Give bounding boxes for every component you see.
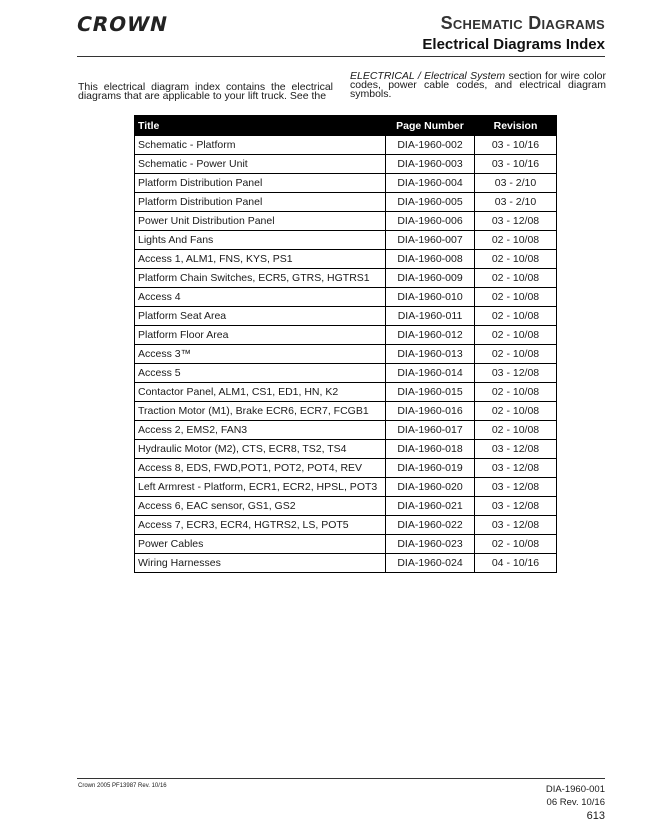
- cell-page-number: DIA-1960-014: [386, 364, 475, 383]
- cell-revision: 03 - 12/08: [475, 459, 557, 478]
- cell-page-number: DIA-1960-023: [386, 535, 475, 554]
- cell-revision: 02 - 10/08: [475, 288, 557, 307]
- cell-title: Access 4: [135, 288, 386, 307]
- cell-page-number: DIA-1960-004: [386, 174, 475, 193]
- cell-title: Power Cables: [135, 535, 386, 554]
- cell-title: Access 2, EMS2, FAN3: [135, 421, 386, 440]
- table-row: [135, 155, 557, 174]
- crown-logo: CROWN: [74, 12, 171, 36]
- cell-title: Access 8, EDS, FWD,POT1, POT2, POT4, REV: [135, 459, 386, 478]
- table-row: [135, 364, 557, 383]
- table-row: [135, 497, 557, 516]
- footer-doc-number: DIA-1960-001: [545, 784, 605, 795]
- table-row: [135, 345, 557, 364]
- cell-page-number: DIA-1960-013: [386, 345, 475, 364]
- cell-title: Hydraulic Motor (M2), CTS, ECR8, TS2, TS4: [135, 440, 386, 459]
- table-row: [135, 307, 557, 326]
- header-page-number: Page Number: [386, 116, 475, 136]
- cell-title: Platform Seat Area: [135, 307, 386, 326]
- cell-page-number: DIA-1960-002: [386, 136, 475, 155]
- cell-title: Platform Distribution Panel: [135, 174, 386, 193]
- cell-title: Platform Chain Switches, ECR5, GTRS, HGTRS1: [135, 269, 386, 288]
- cell-page-number: DIA-1960-008: [386, 250, 475, 269]
- cell-revision: 02 - 10/08: [475, 307, 557, 326]
- header-revision: Revision: [475, 116, 557, 136]
- table-row: [135, 421, 557, 440]
- cell-revision: 02 - 10/08: [475, 345, 557, 364]
- cell-revision: 03 - 10/16: [475, 136, 557, 155]
- cell-title: Contactor Panel, ALM1, CS1, ED1, HN, K2: [135, 383, 386, 402]
- cell-page-number: DIA-1960-003: [386, 155, 475, 174]
- table-header-row: [135, 116, 557, 136]
- cell-revision: 02 - 10/08: [475, 535, 557, 554]
- cell-page-number: DIA-1960-012: [386, 326, 475, 345]
- table-row: [135, 193, 557, 212]
- cell-revision: 03 - 12/08: [475, 212, 557, 231]
- intro-text-left: This electrical diagram index contains the electrical diagrams that are applicable to your lift truck. See the: [78, 81, 333, 102]
- cell-title: Power Unit Distribution Panel: [135, 212, 386, 231]
- cell-title: Access 6, EAC sensor, GS1, GS2: [135, 497, 386, 516]
- header-divider: [77, 56, 605, 57]
- cell-page-number: DIA-1960-011: [386, 307, 475, 326]
- header-title: Title: [135, 116, 386, 136]
- cell-title: Left Armrest - Platform, ECR1, ECR2, HPSL, POT3: [135, 478, 386, 497]
- table-row: [135, 554, 557, 573]
- cell-title: Platform Floor Area: [135, 326, 386, 345]
- cell-revision: 02 - 10/08: [475, 421, 557, 440]
- table-row: [135, 326, 557, 345]
- diagram-index-table: [134, 115, 557, 573]
- table-row: [135, 459, 557, 478]
- table-row: [135, 174, 557, 193]
- footer-copyright: Crown 2005 PF13987 Rev. 10/16: [78, 783, 167, 789]
- cell-revision: 03 - 2/10: [475, 193, 557, 212]
- cell-title: Schematic - Power Unit: [135, 155, 386, 174]
- footer-divider: [77, 778, 605, 779]
- cell-revision: 04 - 10/16: [475, 554, 557, 573]
- page-number: 613: [586, 810, 605, 822]
- page-title: Schematic Diagrams: [440, 13, 605, 33]
- cell-title: Schematic - Platform: [135, 136, 386, 155]
- cell-revision: 03 - 12/08: [475, 478, 557, 497]
- cell-revision: 03 - 12/08: [475, 516, 557, 535]
- cell-page-number: DIA-1960-010: [386, 288, 475, 307]
- table-row: [135, 288, 557, 307]
- cell-title: Access 3™: [135, 345, 386, 364]
- cell-page-number: DIA-1960-021: [386, 497, 475, 516]
- table-row: [135, 535, 557, 554]
- cell-revision: 02 - 10/08: [475, 383, 557, 402]
- cell-page-number: DIA-1960-009: [386, 269, 475, 288]
- cell-page-number: DIA-1960-005: [386, 193, 475, 212]
- cell-revision: 03 - 12/08: [475, 440, 557, 459]
- cell-title: Lights And Fans: [135, 231, 386, 250]
- cell-revision: 02 - 10/08: [475, 231, 557, 250]
- footer-revision: 06 Rev. 10/16: [546, 797, 605, 808]
- cell-revision: 03 - 2/10: [475, 174, 557, 193]
- cell-title: Traction Motor (M1), Brake ECR6, ECR7, FCGB1: [135, 402, 386, 421]
- cell-revision: 03 - 10/16: [475, 155, 557, 174]
- cell-title: Access 1, ALM1, FNS, KYS, PS1: [135, 250, 386, 269]
- cell-page-number: DIA-1960-015: [386, 383, 475, 402]
- page-subtitle: Electrical Diagrams Index: [422, 36, 605, 53]
- cell-revision: 02 - 10/08: [475, 250, 557, 269]
- intro-reference-text: section for wire color codes, power cable codes, and electrical diagram symbols.: [350, 70, 606, 100]
- table-row: [135, 478, 557, 497]
- table-row: [135, 383, 557, 402]
- table-row: [135, 516, 557, 535]
- cell-page-number: DIA-1960-019: [386, 459, 475, 478]
- table-row: [135, 250, 557, 269]
- cell-title: Platform Distribution Panel: [135, 193, 386, 212]
- cell-revision: 03 - 12/08: [475, 364, 557, 383]
- intro-text-right: [350, 72, 606, 99]
- intro-reference: ELECTRICAL / Electrical System: [350, 70, 506, 82]
- cell-page-number: DIA-1960-006: [386, 212, 475, 231]
- cell-title: Wiring Harnesses: [135, 554, 386, 573]
- footer-doc-info: [546, 783, 605, 809]
- table-body: [135, 136, 557, 573]
- cell-revision: 03 - 12/08: [475, 497, 557, 516]
- table-row: [135, 402, 557, 421]
- cell-page-number: DIA-1960-016: [386, 402, 475, 421]
- cell-revision: 02 - 10/08: [475, 326, 557, 345]
- table-row: [135, 212, 557, 231]
- cell-page-number: DIA-1960-020: [386, 478, 475, 497]
- cell-page-number: DIA-1960-024: [386, 554, 475, 573]
- cell-page-number: DIA-1960-022: [386, 516, 475, 535]
- cell-page-number: DIA-1960-018: [386, 440, 475, 459]
- cell-page-number: DIA-1960-017: [386, 421, 475, 440]
- table-row: [135, 136, 557, 155]
- cell-title: Access 5: [135, 364, 386, 383]
- table-row: [135, 269, 557, 288]
- cell-page-number: DIA-1960-007: [386, 231, 475, 250]
- table-row: [135, 231, 557, 250]
- cell-revision: 02 - 10/08: [475, 402, 557, 421]
- table-row: [135, 440, 557, 459]
- cell-revision: 02 - 10/08: [475, 269, 557, 288]
- cell-title: Access 7, ECR3, ECR4, HGTRS2, LS, POT5: [135, 516, 386, 535]
